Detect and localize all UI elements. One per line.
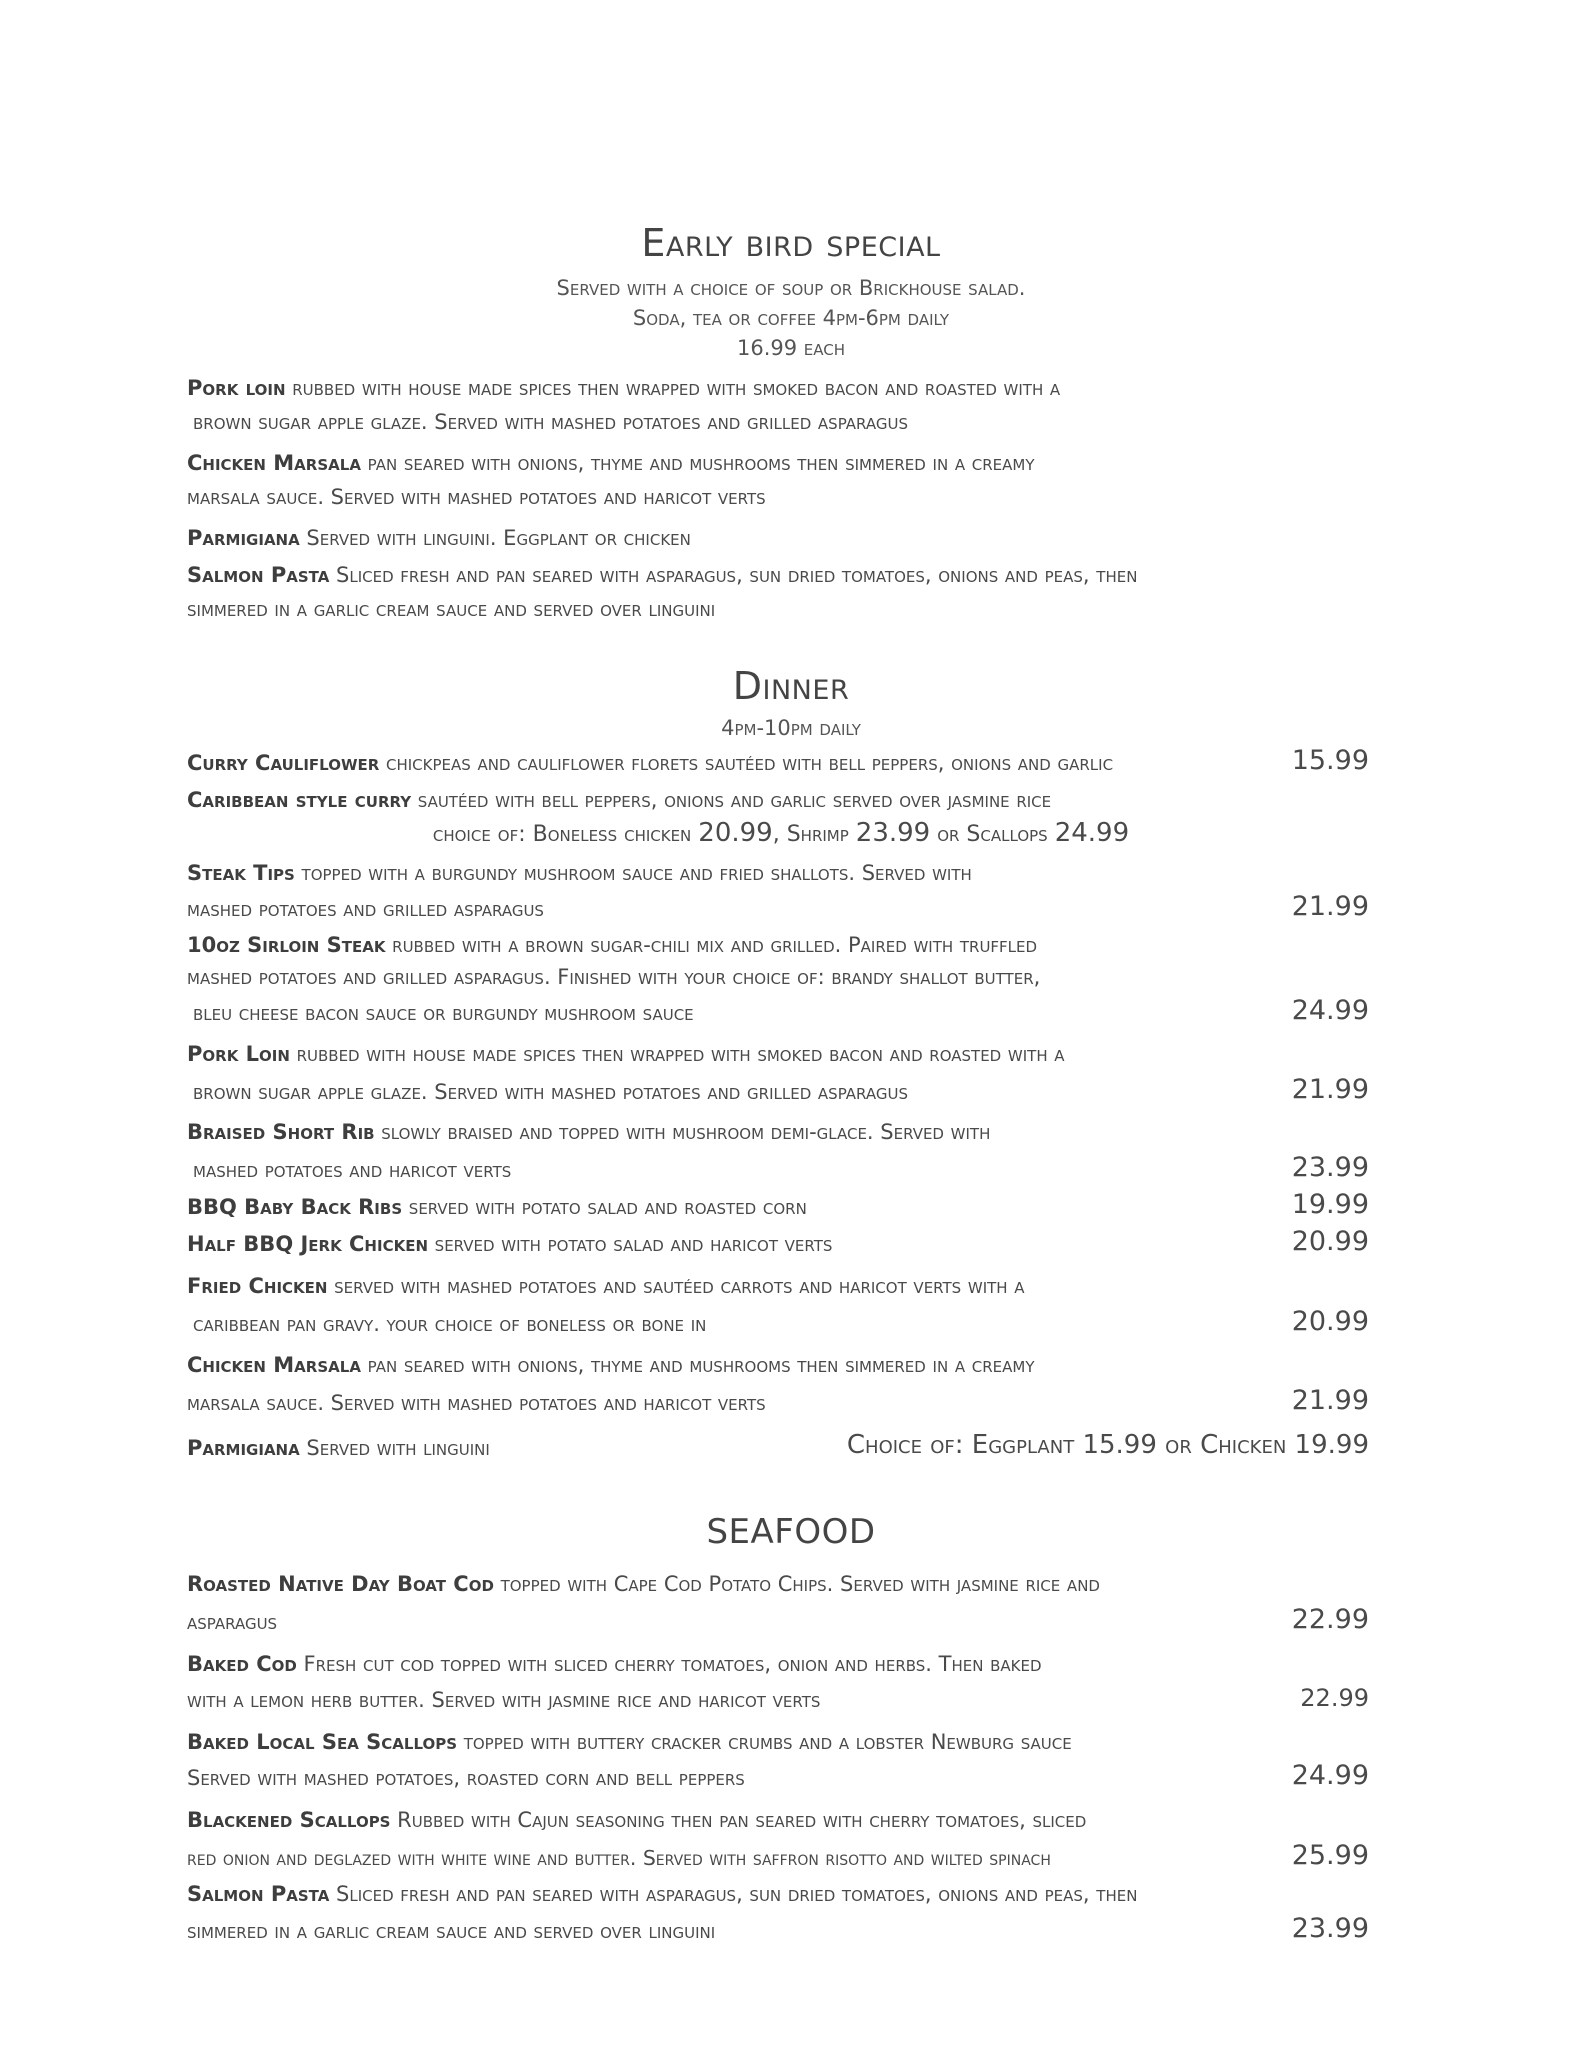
sea-scallops-line-2: Served with mashed potatoes, roasted corn and bell peppers	[187, 1766, 745, 1790]
short-rib-line-1	[187, 1120, 990, 1144]
bbq-ribs-line	[187, 1195, 807, 1219]
item-desc: chickpeas and cauliflower florets sautéed with bell peppers, onions and garlic	[379, 751, 1114, 775]
item-desc: Fresh cut cod topped with sliced cherry tomatoes, onion and herbs. Then baked	[296, 1652, 1042, 1676]
item-name: Caribbean style curry	[187, 788, 412, 812]
chicken-marsala-line-2: marsala sauce. Served with mashed potatoes and haricot verts	[187, 1391, 766, 1415]
item-desc: sautéed with bell peppers, onions and garlic served over jasmine rice	[411, 788, 1052, 812]
parmigiana-line	[187, 1436, 490, 1460]
item-name: Curry Cauliflower	[187, 751, 380, 775]
day-boat-cod-line-2: asparagus	[187, 1610, 278, 1634]
item-name: Pork Loin	[187, 1042, 290, 1066]
item-name: Roasted Native Day Boat Cod	[187, 1572, 494, 1596]
early-bird-title: Early bird special	[641, 221, 941, 265]
jerk-chicken-line	[187, 1232, 832, 1256]
day-boat-cod-line-1	[187, 1572, 1100, 1596]
item-desc: served with potato salad and roasted corn	[402, 1195, 807, 1219]
item-name: Salmon Pasta	[187, 1882, 330, 1906]
item-desc: pan seared with onions, thyme and mushrooms then simmered in a creamy	[360, 1353, 1035, 1377]
bbq-ribs-price: 19.99	[1291, 1189, 1369, 1220]
item-desc: Rubbed with Cajun seasoning then pan seared with cherry tomatoes, sliced	[390, 1808, 1087, 1832]
item-desc: Served with linguini	[299, 1436, 490, 1460]
eb-parmigiana-line	[187, 526, 691, 550]
steak-tips-line-1	[187, 861, 972, 885]
item-desc: rubbed with house made spices then wrapped with smoked bacon and roasted with a	[289, 1042, 1065, 1066]
chicken-marsala-price: 21.99	[1291, 1385, 1369, 1416]
eb-salmon-pasta-line-1	[187, 563, 1137, 587]
item-name: Chicken Marsala	[187, 451, 361, 475]
item-name: Baked Cod	[187, 1652, 297, 1676]
item-name: Blackened Scallops	[187, 1808, 391, 1832]
item-name: Steak Tips	[187, 861, 295, 885]
item-desc: Sliced fresh and pan seared with asparagus, sun dried tomatoes, onions and peas, then	[329, 1882, 1138, 1906]
item-desc: pan seared with onions, thyme and mushrooms then simmered in a creamy	[360, 451, 1035, 475]
item-name: Braised Short Rib	[187, 1120, 375, 1144]
item-desc: Sliced fresh and pan seared with asparagus, sun dried tomatoes, onions and peas, then	[329, 563, 1138, 587]
curry-cauliflower-line	[187, 751, 1113, 775]
item-name: Pork loin	[187, 376, 286, 400]
sea-scallops-price: 24.99	[1291, 1760, 1369, 1791]
pork-loin-price: 21.99	[1291, 1074, 1369, 1105]
dinner-title: Dinner	[732, 664, 850, 708]
jerk-chicken-price: 20.99	[1291, 1226, 1369, 1257]
item-name: Parmigiana	[187, 1436, 300, 1460]
item-desc: served with mashed potatoes and sautéed carrots and haricot verts with a	[327, 1274, 1025, 1298]
caribbean-curry-line	[187, 788, 1051, 812]
item-name: Fried Chicken	[187, 1274, 328, 1298]
item-name: Half BBQ Jerk Chicken	[187, 1232, 428, 1256]
item-desc: rubbed with a brown sugar-chili mix and grilled. Paired with truffled	[385, 933, 1038, 957]
short-rib-price: 23.99	[1291, 1152, 1369, 1183]
item-name: 10oz Sirloin Steak	[187, 933, 386, 957]
baked-cod-line-1	[187, 1652, 1042, 1676]
item-desc: Served with linguini. Eggplant or chicken	[299, 526, 691, 550]
dinner-hours: 4pm-10pm daily	[721, 716, 861, 740]
day-boat-cod-price: 22.99	[1291, 1604, 1369, 1635]
eb-pork-loin-line-1	[187, 376, 1060, 400]
seafood-title: SEAFOOD	[706, 1512, 876, 1552]
salmon-pasta-price: 23.99	[1291, 1913, 1369, 1944]
item-name: Baked Local Sea Scallops	[187, 1730, 458, 1754]
curry-cauliflower-price: 15.99	[1291, 745, 1369, 776]
eb-pork-loin-line-2: brown sugar apple glaze. Served with mashed potatoes and grilled asparagus	[193, 410, 908, 434]
item-desc: topped with buttery cracker crumbs and a lobster Newburg sauce	[457, 1730, 1072, 1754]
parmigiana-choice: Choice of: Eggplant 15.99 or Chicken 19.99	[846, 1430, 1369, 1460]
blackened-scallops-line-2: red onion and deglazed with white wine and butter. Served with saffron risotto and wilted spinach	[187, 1846, 1051, 1870]
item-desc: rubbed with house made spices then wrapped with smoked bacon and roasted with a	[285, 376, 1061, 400]
short-rib-line-2: mashed potatoes and haricot verts	[193, 1158, 512, 1182]
item-desc: slowly braised and topped with mushroom demi-glace. Served with	[374, 1120, 991, 1144]
sirloin-line-3: bleu cheese bacon sauce or burgundy mushroom sauce	[193, 1001, 694, 1025]
salmon-pasta-line-1	[187, 1882, 1137, 1906]
caribbean-curry-choices: choice of: Boneless chicken 20.99, Shrimp 23.99 or Scallops 24.99	[432, 818, 1130, 848]
item-desc: topped with a burgundy mushroom sauce and fried shallots. Served with	[294, 861, 972, 885]
eb-chicken-marsala-line-1	[187, 451, 1035, 475]
fried-chicken-line-1	[187, 1274, 1025, 1298]
pork-loin-line-2: brown sugar apple glaze. Served with mashed potatoes and grilled asparagus	[193, 1080, 908, 1104]
blackened-scallops-price: 25.99	[1291, 1840, 1369, 1871]
chicken-marsala-line-1	[187, 1353, 1035, 1377]
blackened-scallops-line-1	[187, 1808, 1086, 1832]
eb-chicken-marsala-line-2: marsala sauce. Served with mashed potatoes and haricot verts	[187, 485, 766, 509]
early-bird-note-2: Soda, tea or coffee 4pm-6pm daily	[632, 306, 950, 330]
item-name: Salmon Pasta	[187, 563, 330, 587]
baked-cod-price: 22.99	[1300, 1684, 1369, 1712]
steak-tips-line-2: mashed potatoes and grilled asparagus	[187, 897, 544, 921]
steak-tips-price: 21.99	[1291, 891, 1369, 922]
salmon-pasta-line-2: simmered in a garlic cream sauce and served over linguini	[187, 1919, 716, 1943]
early-bird-price: 16.99 each	[736, 336, 846, 360]
item-name: Chicken Marsala	[187, 1353, 361, 1377]
item-desc: topped with Cape Cod Potato Chips. Served with jasmine rice and	[493, 1572, 1100, 1596]
item-desc: served with potato salad and haricot verts	[428, 1232, 833, 1256]
baked-cod-line-2: with a lemon herb butter. Served with jasmine rice and haricot verts	[187, 1688, 821, 1712]
sirloin-price: 24.99	[1291, 995, 1369, 1026]
item-name: BBQ Baby Back Ribs	[187, 1195, 403, 1219]
item-name: Parmigiana	[187, 526, 300, 550]
fried-chicken-line-2: caribbean pan gravy. your choice of boneless or bone in	[193, 1312, 707, 1336]
fried-chicken-price: 20.99	[1291, 1306, 1369, 1337]
eb-salmon-pasta-line-2: simmered in a garlic cream sauce and served over linguini	[187, 597, 716, 621]
sirloin-line-2: mashed potatoes and grilled asparagus. Finished with your choice of: brandy shallot butter,	[187, 965, 1041, 989]
pork-loin-line-1	[187, 1042, 1065, 1066]
sirloin-line-1	[187, 933, 1037, 957]
early-bird-note-1: Served with a choice of soup or Brickhouse salad.	[556, 276, 1026, 300]
sea-scallops-line-1	[187, 1730, 1072, 1754]
